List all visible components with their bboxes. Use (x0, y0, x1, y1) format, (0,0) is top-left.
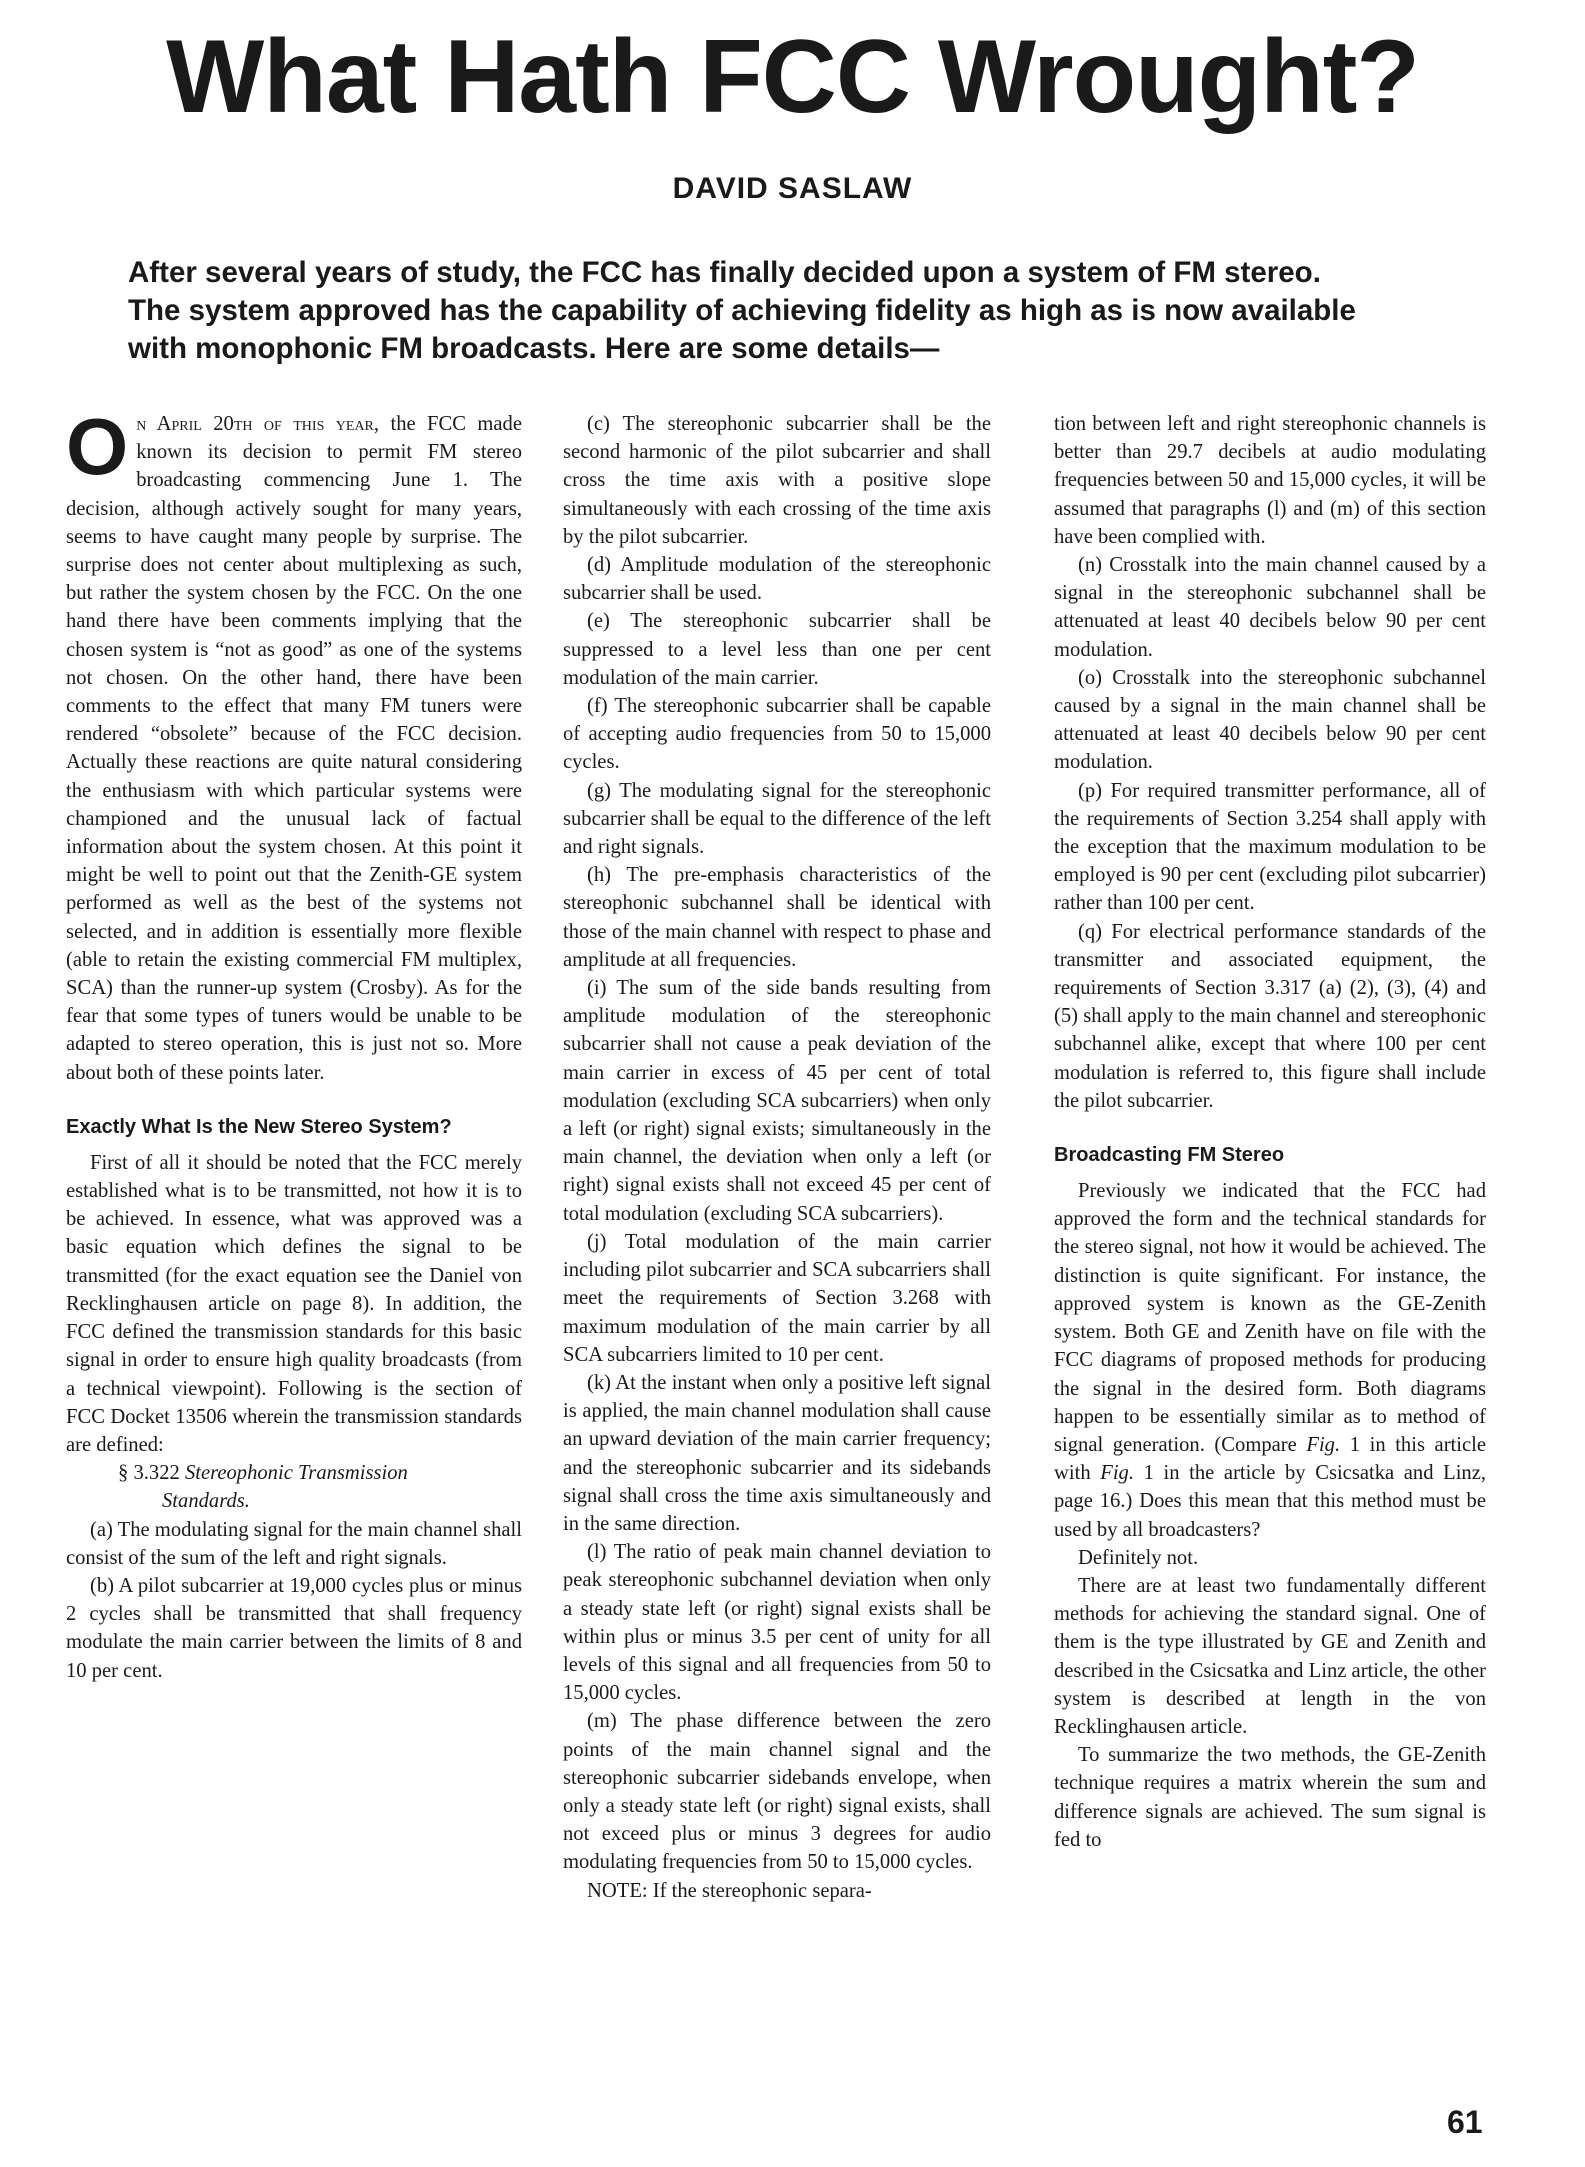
paragraph-two-methods: There are at least two fundamentally different methods for achieving the standard signal. One of them is the type illustrated by GE and Zenith and described in the Csicsatka and Linz article, the other system is described at length in the von Recklinghausen article. (1054, 1574, 1486, 1738)
clause-l: (l) The ratio of peak main channel deviation to peak stereophonic subchannel deviation when only a steady state left (or right) signal exists shall be within plus or minus 3.5 per cent of unity for all levels of this signal and all frequencies from 50 to 15,000 cycles. (563, 1541, 991, 1705)
subhead-new-stereo-system: Exactly What Is the New Stereo System? (66, 1115, 452, 1138)
fig-reference: Fig. (1306, 1433, 1341, 1456)
paragraph-definitely-not: Definitely not. (1078, 1546, 1199, 1569)
text-run: Previously we indicated that the FCC had approved the form and the technical standards for the stereo signal, not how it would be achieved. The distinction is quite significant. For instance, the approved system is known as the GE-Zenith system. Both GE and Zenith have on file with the FCC diagrams of proposed methods for producing the signal in the desired form. Both diagrams happen to be essentially similar as to method of signal generation. (Compare (1054, 1180, 1486, 1456)
section-number: § 3.322 (118, 1462, 180, 1485)
clause-f: (f) The stereophonic subcarrier shall be capable of accepting audio frequencies from 50 to 15,000 cycles. (563, 695, 991, 774)
lead-paragraph: After several years of study, the FCC has finally decided upon a system of FM stereo. The system approved has the capability of achieving fidelity as high as is now available with monophonic FM broadcasts. Here are some details— (128, 256, 1356, 365)
clause-p: (p) For required transmitter performance, all of the requirements of Section 3.254 shall apply with the exception that the maximum modulation to be employed is 90 per cent (excluding pilot subcarrier) rather than 100 per cent. (1054, 779, 1486, 915)
text-run: 1 in the article by Csicsatka and Linz, page 16.) Does this mean that this method must be used by all broadcasters? (1054, 1462, 1486, 1541)
clause-d: (d) Amplitude modulation of the stereophonic subcarrier shall be used. (563, 554, 991, 605)
clause-o: (o) Crosstalk into the stereophonic subchannel caused by a signal in the main channel shall be attenuated at least 40 decibels below 90 per cent modulation. (1054, 666, 1486, 774)
fig-reference: Fig. (1100, 1462, 1134, 1485)
column-1 (66, 402, 522, 1685)
article-title: What Hath FCC Wrought? (166, 19, 1419, 135)
author-byline: DAVID SASLAW (672, 172, 913, 205)
clause-k: (k) At the instant when only a positive left signal is applied, the main channel modulation shall cause an upward deviation of the main carrier frequency; and the stereophonic subcarrier and its sidebands signal shall cross the time axis simultaneously and in the same direction. (563, 1371, 991, 1535)
page-number: 61 (1447, 2104, 1483, 2140)
clause-c: (c) The stereophonic subcarrier shall be the second harmonic of the pilot subcarrier and shall cross the time axis with a positive slope simultaneously with each crossing of the time axis by the pilot subcarrier. (563, 413, 991, 548)
clause-e: (e) The stereophonic subcarrier shall be suppressed to a level less than one per cent modulation of the main carrier. (563, 610, 991, 689)
column-3 (1054, 410, 1486, 1854)
clause-m: (m) The phase difference between the zero points of the main channel signal and the stereophonic subcarrier sidebands envelope, when only a steady state left (or right) signal exists, shall not exceed plus or minus 3 degrees for audio modulating frequencies from 50 to 15,000 cycles. (563, 1710, 991, 1874)
opening-small-caps: n April 20th of this year, (136, 413, 380, 435)
section-heading (66, 1459, 522, 1515)
clause-n: (n) Crosstalk into the main channel caused by a signal in the stereophonic subchannel shall be attenuated at least 40 decibels below 90 per cent modulation. (1054, 554, 1486, 661)
clause-j: (j) Total modulation of the main carrier including pilot subcarrier and SCA subcarriers shall meet the requirements of Section 3.268 with maximum modulation of the main carrier by all SCA subcarriers limited to 10 per cent. (563, 1230, 991, 1366)
text-run: 1 in this article with (1054, 1433, 1487, 1485)
note-continued: tion between left and right stereophonic channels is better than 29.7 decibels at audio modulating frequencies between 50 and 15,000 cycles, it will be assumed that paragraphs (l) and (m) of this section have been complied with. (1054, 413, 1486, 548)
column-2 (563, 410, 991, 1905)
subhead-broadcasting-fm-stereo: Broadcasting FM Stereo (1054, 1144, 1285, 1167)
drop-cap: O (66, 402, 129, 491)
clause-b: (b) A pilot subcarrier at 19,000 cycles plus or minus 2 cycles shall be transmitted that shall frequency modulate the main carrier between the limits of 8 and 10 per cent. (66, 1574, 522, 1682)
clause-i: (i) The sum of the side bands resulting from amplitude modulation of the stereophonic subcarrier shall not cause a peak deviation of the main carrier in excess of 45 per cent of total modulation (excluding SCA subcarriers) when only a left (or right) signal exists; simultaneously in the main channel, the deviation when only a left (or right) signal exists shall not exceed 45 per cent of total modulation (excluding SCA subcarriers). (563, 977, 991, 1225)
clause-h: (h) The pre-emphasis characteristics of the stereophonic subchannel shall be identical with those of the main channel with respect to phase and amplitude at all frequencies. (563, 864, 991, 971)
clause-q: (q) For electrical performance standards of the transmitter and associated equipment, the requirements of Section 3.317 (a) (2), (3), (4) and (5) shall apply to the main channel and stereophonic subchannel alike, except that where 100 per cent modulation is referred to, this figure shall include the pilot subcarrier. (1054, 920, 1486, 1112)
section-title-line-1: Stereophonic Transmission (184, 1462, 408, 1485)
section-title-line-2: Standards. (162, 1490, 250, 1513)
note-start: NOTE: If the stereophonic separa- (587, 1879, 872, 1902)
paragraph-standards-intro: First of all it should be noted that the FCC merely established what is to be transmitted, not how it is to be achieved. In essence, what was approved was a basic equation which defines the signal to be transmitted (for the exact equation see the Daniel von Recklinghausen article on page 8). In addition, the FCC defined the transmission standards for this basic signal in order to ensure high quality broadcasts (from a technical viewpoint). Following is the section of FCC Docket 13506 wherein the transmission standards are defined: (66, 1151, 522, 1456)
paragraph-summarize: To summarize the two methods, the GE-Zenith technique requires a matrix wherein the sum and difference signals are achieved. The sum signal is fed to (1054, 1744, 1486, 1851)
paragraph-previously (1054, 1177, 1486, 1544)
opening-paragraph (66, 402, 522, 1087)
clause-g: (g) The modulating signal for the stereophonic subcarrier shall be equal to the difference of the left and right signals. (563, 779, 991, 859)
opening-text: the FCC made known its decision to permit FM stereo broadcasting commencing June 1. The decision, although actively sought for many years, seems to have caught many people by surprise. The surprise does not center about multiplexing as such, but rather the system chosen by the FCC. On the one hand there have been comments implying that the chosen system is “not as good” as one of the systems not chosen. On the other hand, there have been comments to the effect that many FM tuners were rendered “obsolete” because of the FCC decision. Actually these reactions are quite natural considering the enthusiasm with which particular systems were championed and the unusual lack of factual information about the system chosen. At this point it might be well to point out that the Zenith-GE system performed as well as the best of the systems not selected, and in addition is essentially more flexible (able to retain the existing commercial FM multiplex, SCA) than the runner-up system (Crosby). As for the fear that some types of tuners would be unable to be adapted to stereo operation, this is just not so. More about both of these points later. (66, 413, 522, 1084)
clause-a: (a) The modulating signal for the main channel shall consist of the sum of the left and right signals. (66, 1518, 522, 1569)
